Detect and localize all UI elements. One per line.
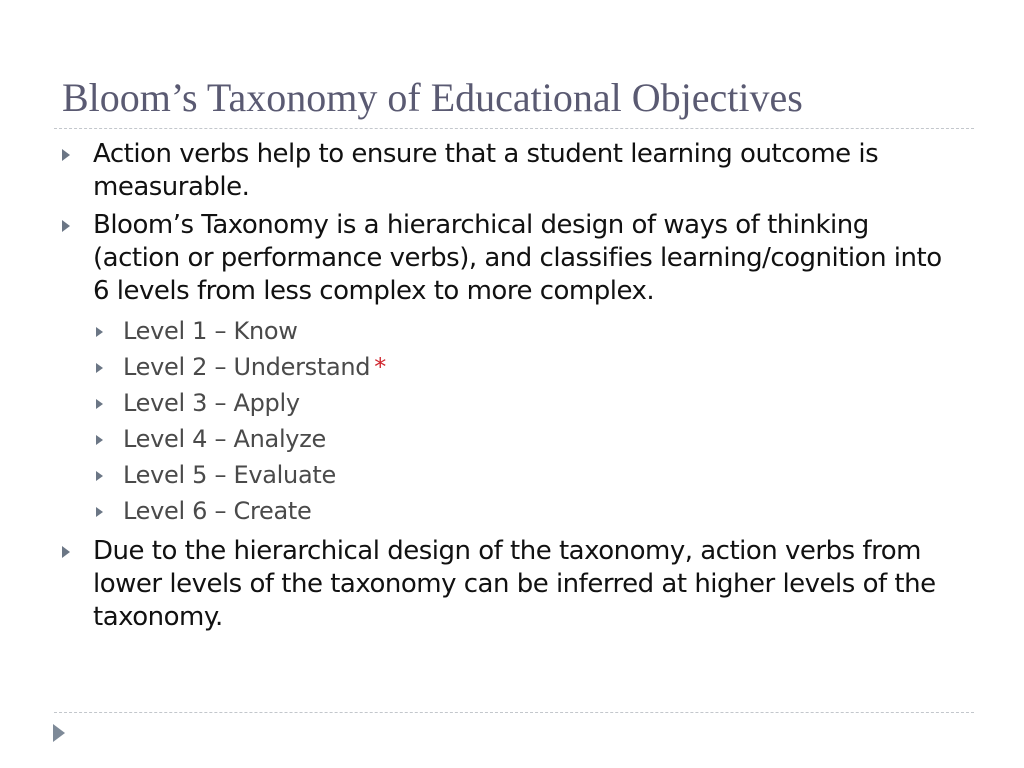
bullet-item-3 [62,535,962,634]
level-item-3 [62,385,962,421]
asterisk-mark: * [374,353,386,381]
sub-bullet-arrow-icon [96,507,103,517]
bullet-arrow-icon [62,220,70,232]
bullet-item-1 [62,138,962,204]
sub-bullet-arrow-icon [96,363,103,373]
level-text: Level 4 – Analyze [123,425,326,453]
bullet-arrow-icon [62,546,70,558]
level-text: Level 6 – Create [123,497,312,525]
level-text: Level 3 – Apply [123,389,300,417]
sub-bullet-arrow-icon [96,327,103,337]
footer-triangle-icon [53,724,65,742]
bullet-text: Action verbs help to ensure that a student learning outcome is measurable. [93,139,879,202]
level-item-5 [62,457,962,493]
sub-bullet-arrow-icon [96,435,103,445]
sub-bullet-arrow-icon [96,399,103,409]
footer-divider [54,712,974,713]
level-item-6 [62,493,962,529]
level-item-1 [62,313,962,349]
title-divider [54,128,974,129]
bullet-text: Bloom’s Taxonomy is a hierarchical design of ways of thinking (action or performance verbs), and classifies learning/cognition into 6 levels from less complex to more complex. [93,210,942,306]
level-list [62,313,962,529]
bullet-text: Due to the hierarchical design of the taxonomy, action verbs from lower levels of the taxonomy can be inferred at higher levels of the taxonomy. [93,536,936,632]
sub-bullet-arrow-icon [96,471,103,481]
level-item-4 [62,421,962,457]
slide-title: Bloom’s Taxonomy of Educational Objectives [62,75,803,120]
level-text: Level 5 – Evaluate [123,461,336,489]
level-item-2 [62,349,962,385]
slide-content [62,138,962,639]
level-text: Level 2 – Understand [123,353,371,381]
bullet-arrow-icon [62,149,70,161]
level-text: Level 1 – Know [123,317,298,345]
bullet-item-2 [62,209,962,308]
